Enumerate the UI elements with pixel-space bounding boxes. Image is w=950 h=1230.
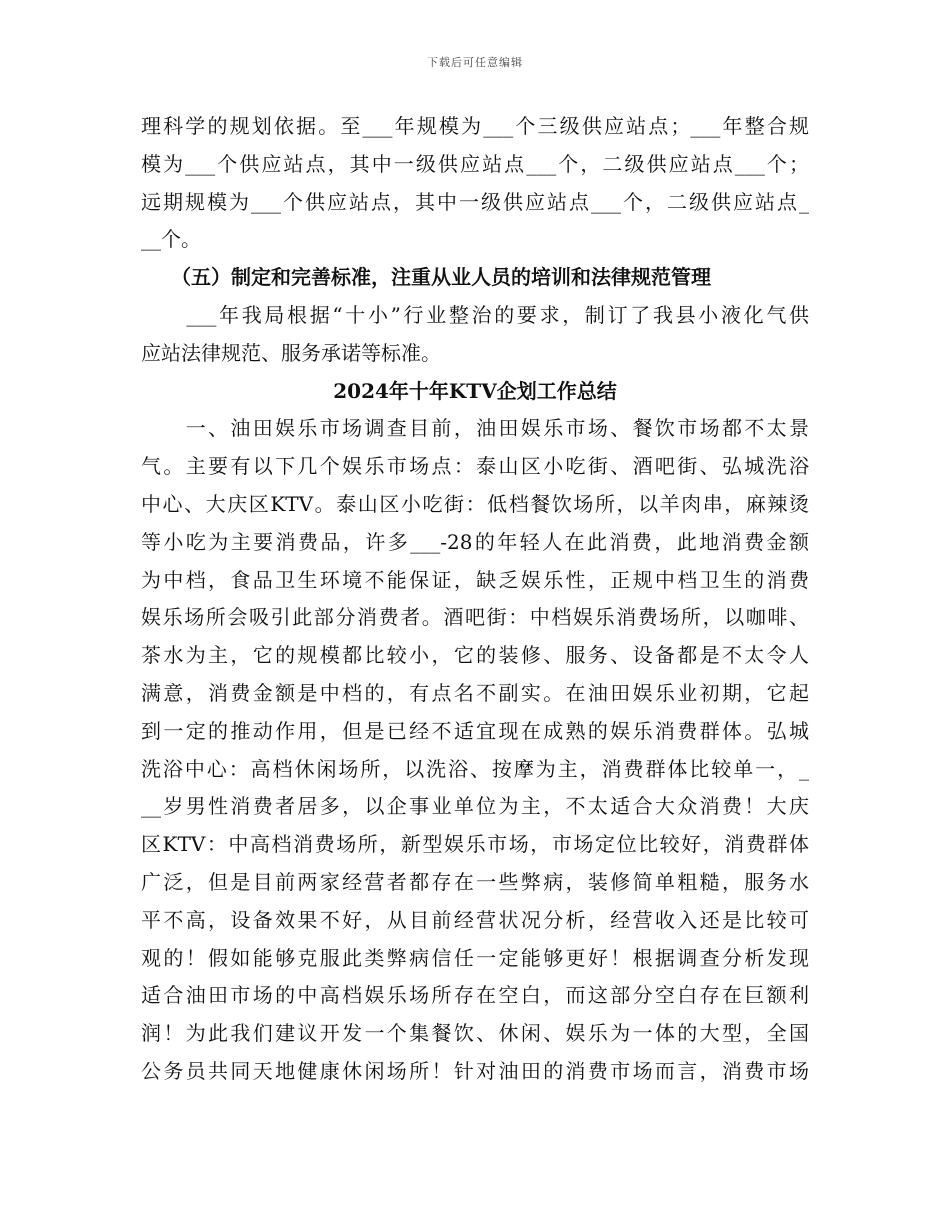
text-line: 观的！假如能够克服此类弊病信任一定能够更好！根据调查分析发现: [141, 945, 809, 970]
text-line: 模为___个供应站点，其中一级供应站点___个，二级供应站点___个；: [141, 151, 809, 176]
text-line: 气。主要有以下几个娱乐市场点：泰山区小吃街、酒吧街、弘城洗浴: [141, 454, 809, 479]
text-line: 区KTV：中高档消费场所，新型娱乐市场，市场定位比较好，消费群体: [141, 832, 809, 857]
text-line: 娱乐场所会吸引此部分消费者。酒吧街：中档娱乐消费场所，以咖啡、: [141, 605, 809, 630]
page-header: 下载后可任意编辑: [427, 56, 523, 69]
text-line: 平不高，设备效果不好，从目前经营状况分析，经营收入还是比较可: [141, 907, 809, 932]
text-line: 适合油田市场的中高档娱乐场所存在空白，而这部分空白存在巨额利: [141, 983, 809, 1008]
text-line: 公务员共同天地健康休闲场所！针对油田的消费市场而言，消费市场: [141, 1058, 809, 1083]
document-body: [141, 108, 809, 1091]
text-line: 为中档，食品卫生环境不能保证，缺乏娱乐性，正规中档卫生的消费: [141, 567, 809, 592]
text-line: __岁男性消费者居多，以企事业单位为主，不太适合大众消费！大庆: [141, 794, 809, 819]
text-line: ___年我局根据“十小”行业整治的要求，制订了我县小液化气供: [141, 302, 809, 327]
text-line: 洗浴中心：高档休闲场所，以洗浴、按摩为主，消费群体比较单一，_: [141, 756, 809, 781]
text-line: 远期规模为___个供应站点，其中一级供应站点___个，二级供应站点_: [141, 189, 809, 214]
section-heading: （五）制定和完善标准，注重从业人员的培训和法律规范管理: [141, 265, 711, 290]
section-title: 2024年十年KTV企划工作总结: [333, 378, 617, 403]
text-line: 等小吃为主要消费品，许多___-28的年轻人在此消费，此地消费金额: [141, 529, 809, 554]
text-line: 茶水为主，它的规模都比较小，它的装修、服务、设备都是不太令人: [141, 643, 809, 668]
text-line: 广泛，但是目前两家经营者都存在一些弊病，装修简单粗糙，服务水: [141, 869, 809, 894]
text-line: __个。: [141, 227, 201, 252]
text-line: 应站法律规范、服务承诺等标准。: [141, 340, 441, 365]
text-line: 润！为此我们建议开发一个集餐饮、休闲、娱乐为一体的大型，全国: [141, 1021, 809, 1046]
text-line: 一、油田娱乐市场调查目前，油田娱乐市场、餐饮市场都不太景: [141, 416, 809, 441]
text-line: 中心、大庆区KTV。泰山区小吃街：低档餐饮场所，以羊肉串，麻辣烫: [141, 491, 809, 516]
text-line: 满意，消费金额是中档的，有点名不副实。在油田娱乐业初期，它起: [141, 680, 809, 705]
text-line: 到一定的推动作用，但是已经不适宜现在成熟的娱乐消费群体。弘城: [141, 718, 809, 743]
text-line: 理科学的规划依据。至___年规模为___个三级供应站点；___年整合规: [141, 114, 809, 138]
